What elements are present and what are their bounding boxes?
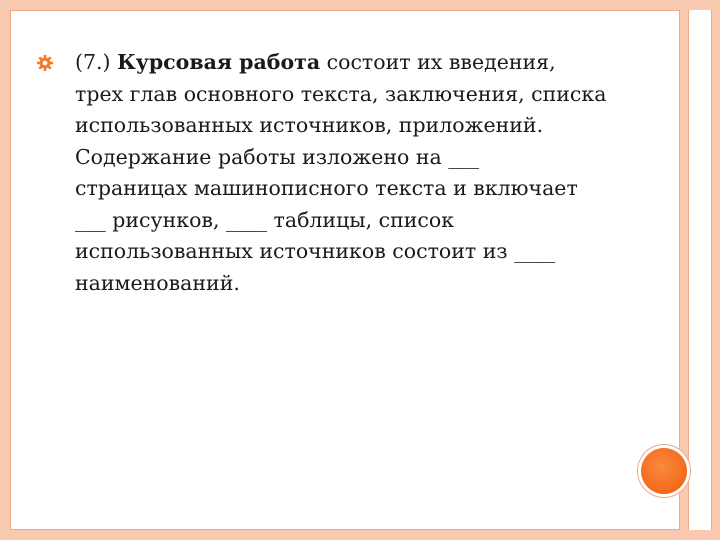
bullet-item — [35, 47, 635, 299]
body-paragraph — [75, 47, 606, 299]
paragraph-line-3: использованных источников, приложений. — [75, 113, 544, 137]
decorative-orange-circle — [641, 448, 687, 494]
paragraph-line-6: ___ рисунков, ____ таблицы, список — [75, 207, 455, 232]
paragraph-line-1 — [75, 47, 606, 79]
paragraph-line-8: наименований. — [75, 270, 240, 295]
paragraph-line-7: использованных источников состоит из ____ — [75, 239, 556, 263]
content-frame — [10, 10, 680, 530]
line1-rest: состоит их введения, — [320, 50, 556, 74]
term-bold: Курсовая работа — [117, 50, 321, 74]
paragraph-line-4: Содержание работы изложено на ___ — [75, 144, 480, 169]
paragraph-line-2: трех глав основного текста, заключения, списка — [75, 81, 607, 106]
paragraph-line-5: страницах машинописного текста и включает — [75, 176, 578, 200]
item-number: (7.) — [75, 50, 118, 74]
gear-bullet-icon — [35, 53, 55, 73]
